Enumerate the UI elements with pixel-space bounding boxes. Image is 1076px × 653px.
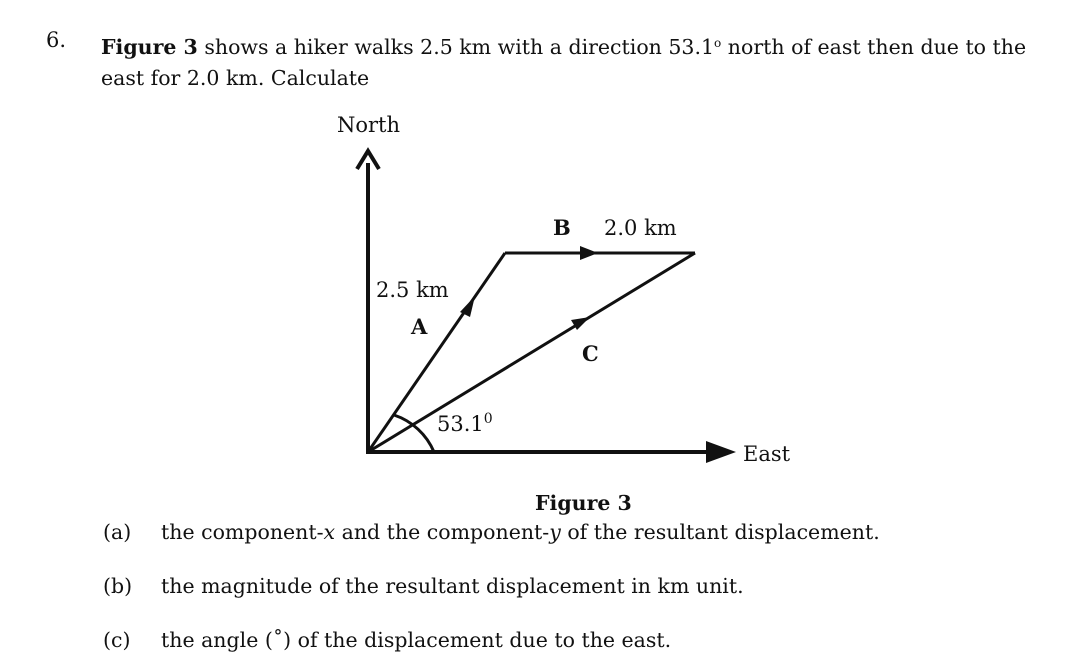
vector-c-label: C — [582, 341, 599, 366]
part-c-label: (c) — [103, 628, 131, 652]
part-a-var-y: y — [549, 520, 561, 544]
part-a-text-mid: and the component- — [335, 520, 550, 544]
vector-b-magnitude: 2.0 km — [604, 216, 677, 240]
part-a-var-x: x — [323, 520, 336, 544]
part-a — [103, 519, 880, 545]
east-arrowhead — [706, 441, 736, 463]
angle-value: 53.1 — [437, 412, 484, 436]
part-b-text: the magnitude of the resultant displacement in km unit. — [161, 574, 744, 598]
question-number: 6. — [46, 28, 67, 52]
vector-a-magnitude: 2.5 km — [376, 278, 449, 302]
part-a-text-before: the component- — [161, 520, 324, 544]
part-b — [103, 573, 744, 599]
angle-degree-sign: 0 — [483, 411, 493, 427]
vector-b-label: B — [553, 215, 571, 240]
part-a-label: (a) — [103, 520, 132, 544]
part-c-text: the angle (˚) of the displacement due to the east. — [161, 628, 672, 652]
degree-sign: o — [714, 36, 722, 50]
part-b-label: (b) — [103, 574, 133, 598]
part-c — [103, 627, 671, 653]
north-label: North — [337, 113, 401, 137]
angle-label — [437, 411, 493, 436]
figure-caption: Figure 3 — [535, 491, 632, 515]
vector-a-label: A — [411, 314, 428, 339]
vector-b-arrowhead — [580, 246, 598, 260]
question-text-tail: north of east then due to the east for 2.0 km. Calculate — [101, 35, 1027, 90]
part-a-text-after: of the resultant displacement. — [560, 520, 880, 544]
figure-reference: Figure 3 — [101, 35, 198, 59]
east-label: East — [743, 442, 791, 466]
question-text-body: shows a hiker walks 2.5 km with a direction 53.1 — [197, 35, 715, 59]
